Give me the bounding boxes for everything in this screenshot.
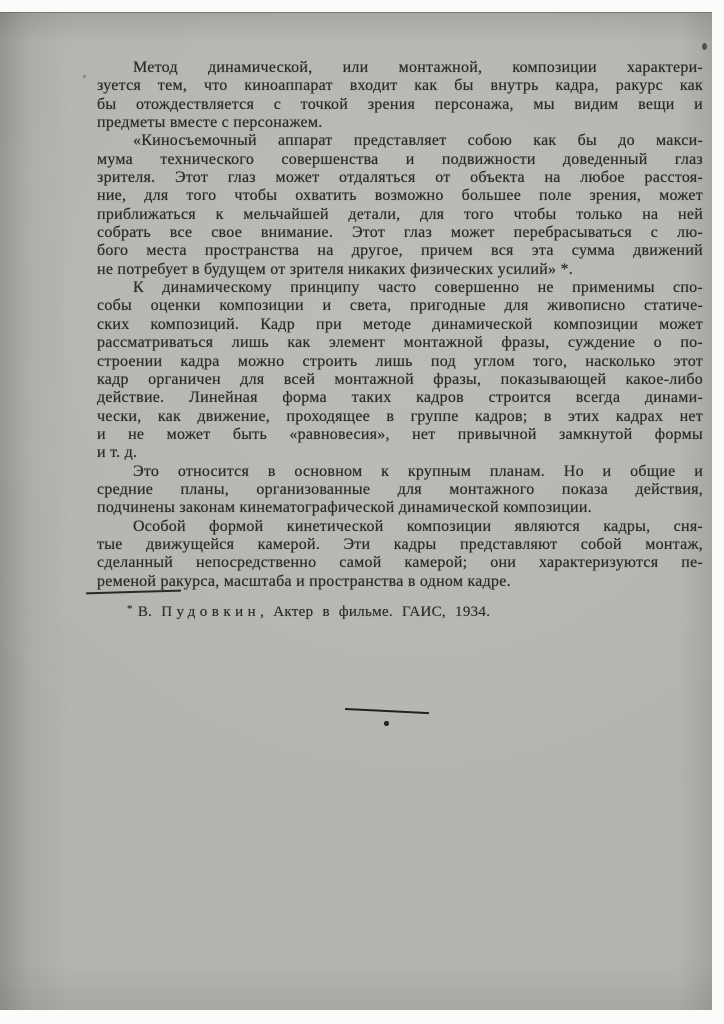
text-line: собы оценки композиции и света, пригодные для живописно статиче- xyxy=(97,297,703,315)
section-separator-line xyxy=(345,708,429,714)
footnote-author-initial: В. xyxy=(137,604,162,620)
paragraph xyxy=(97,279,703,462)
text-line: тые движущейся камерой. Эти кадры представляют собой монтаж, xyxy=(97,535,703,553)
scan-speck xyxy=(83,75,86,78)
text-line: ние, для того чтобы охватить возможно большее поле зрения, может xyxy=(97,187,703,205)
text-line: приближаться к мельчайшей детали, для того чтобы только на ней xyxy=(97,205,703,223)
text-line: строении кадра можно строить лишь под углом того, насколько этот xyxy=(97,352,703,370)
paragraph xyxy=(97,518,703,591)
text-line: ременой ракурса, масштаба и пространства в одном кадре. xyxy=(97,572,511,590)
text-line: ских композиций. Кадр при методе динамической композиции может xyxy=(97,315,703,333)
text-line: действие. Линейная форма таких кадров строится всегда динами- xyxy=(97,389,703,407)
text-line: и не может быть «равновесия», нет привычной замкнутой формы xyxy=(97,425,703,443)
text-line: чески, как движение, проходящее в группе кадров; в этих кадрах нет xyxy=(97,407,703,425)
text-line: бого места пространства на другое, причем вся эта сумма движений xyxy=(97,242,703,260)
text-line: Метод динамической, или монтажной, композиции характери- xyxy=(133,59,703,76)
text-line: средние планы, организованные для монтажного показа действия, xyxy=(97,480,703,498)
book-page xyxy=(0,12,712,1010)
text-line: не потребует в будущем от зрителя никаких физических усилий» *. xyxy=(97,260,573,278)
text-line: Это относится в основном к крупным планам. Но и общие и xyxy=(133,462,703,480)
scan-speck xyxy=(702,43,707,50)
text-block xyxy=(97,59,703,591)
text-line: «Киносъемочный аппарат представляет собою как бы до макси- xyxy=(133,132,703,150)
text-line: подчинены законам кинематографической динамической композиции. xyxy=(97,499,592,517)
text-line: рассматриваться лишь как элемент монтажной фразы, суждение о по- xyxy=(97,334,703,352)
paragraph xyxy=(97,59,703,132)
text-line: и т. д. xyxy=(97,444,138,462)
footnote-author-surname: Пудовкин xyxy=(161,604,261,620)
footnote-citation: , Актер в фильме. ГАИС, 1934. xyxy=(260,604,491,620)
text-line: предметы вместе с персонажем. xyxy=(97,114,323,132)
text-line: собрать все свое внимание. Этот глаз может перебрасываться с лю- xyxy=(97,224,703,242)
footnote xyxy=(97,603,703,621)
text-line: бы отождествляется с точкой зрения персонажа, мы видим вещи и xyxy=(97,95,703,113)
text-line: мума технического совершенства и подвижности доведенный глаз xyxy=(97,150,703,168)
text-line: К динамическому принципу часто совершенно не применимы спо- xyxy=(133,279,703,297)
text-line: сделанный непосредственно самой камерой; они характеризуются пе- xyxy=(97,554,703,572)
text-line: кадр органичен для всей монтажной фразы, показывающей какое-либо xyxy=(97,370,703,388)
text-line: зуется тем, что киноаппарат входит как бы внутрь кадра, ракурс как xyxy=(97,77,703,95)
section-separator-dot xyxy=(384,721,389,726)
paragraph xyxy=(97,132,703,279)
text-line: Особой формой кинетической композиции являются кадры, сня- xyxy=(133,517,703,535)
text-line: зрителя. Этот глаз может отдаляться от объекта на любое расстоя- xyxy=(97,169,703,187)
paragraph xyxy=(97,463,703,518)
footnote-asterisk: * xyxy=(127,603,133,615)
